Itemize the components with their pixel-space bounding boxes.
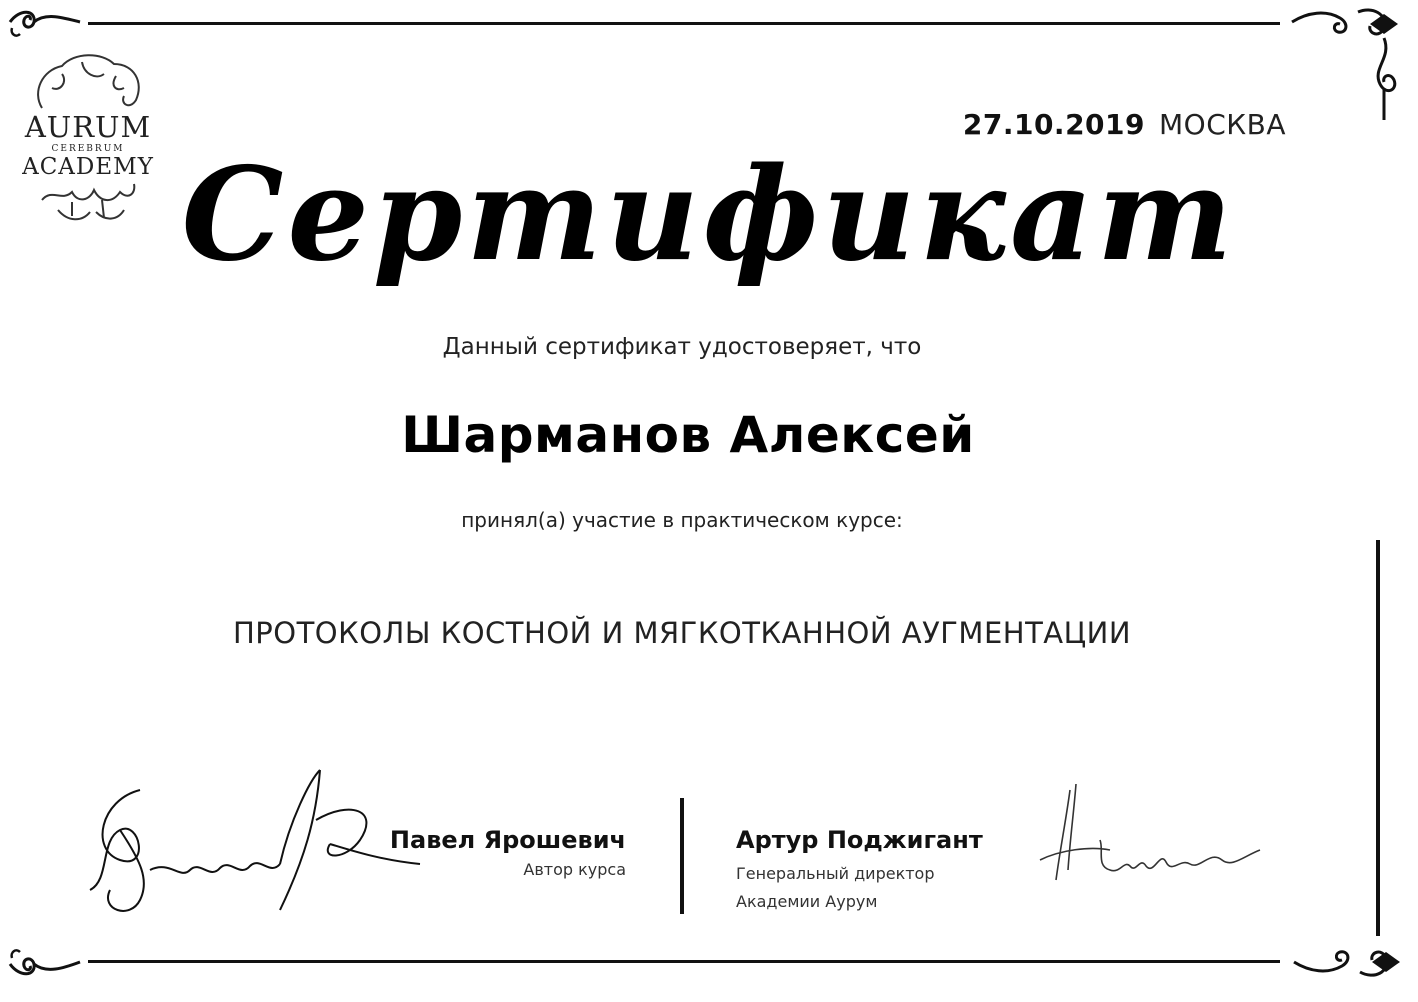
right-border-line (1376, 540, 1380, 936)
signatory-name-right: Артур Поджигант (736, 826, 983, 854)
logo-wordmark-aurum: AURUM (24, 110, 152, 144)
bottom-border-line (88, 960, 1280, 963)
logo-wordmark-academy: ACADEMY (22, 154, 154, 180)
participation-text: принял(а) участие в практическом курсе: (461, 508, 903, 532)
recipient-name: Шарманов Алексей (401, 406, 975, 464)
signature-right (1000, 770, 1300, 900)
signature-left (80, 760, 440, 930)
signature-divider (680, 798, 684, 914)
bottom-right-ornament-icon (1290, 928, 1414, 998)
signatory-role-right-line1: Генеральный директор (736, 864, 935, 883)
date-line (963, 108, 1286, 141)
signatory-role-left: Автор курса (523, 860, 626, 879)
certificate-city: МОСКВА (1159, 108, 1286, 141)
certificate-title: Сертификат (181, 140, 1237, 290)
course-name: ПРОТОКОЛЫ КОСТНОЙ И МЯГКОТКАННОЙ АУГМЕНТАЦИИ (232, 616, 1132, 650)
top-border-line (88, 22, 1280, 25)
top-right-ornament-icon (1288, 4, 1412, 124)
certifies-text: Данный сертификат удостоверяет, что (442, 334, 922, 360)
bottom-left-ornament-icon (6, 928, 84, 998)
signatory-role-right-line2: Академии Аурум (736, 892, 878, 911)
certificate-date: 27.10.2019 (962, 108, 1145, 141)
signatory-role-right (736, 860, 996, 916)
signatory-name-left: Павел Ярошевич (389, 826, 626, 854)
logo-wordmark-cerebrum: CEREBRUM (51, 144, 125, 154)
